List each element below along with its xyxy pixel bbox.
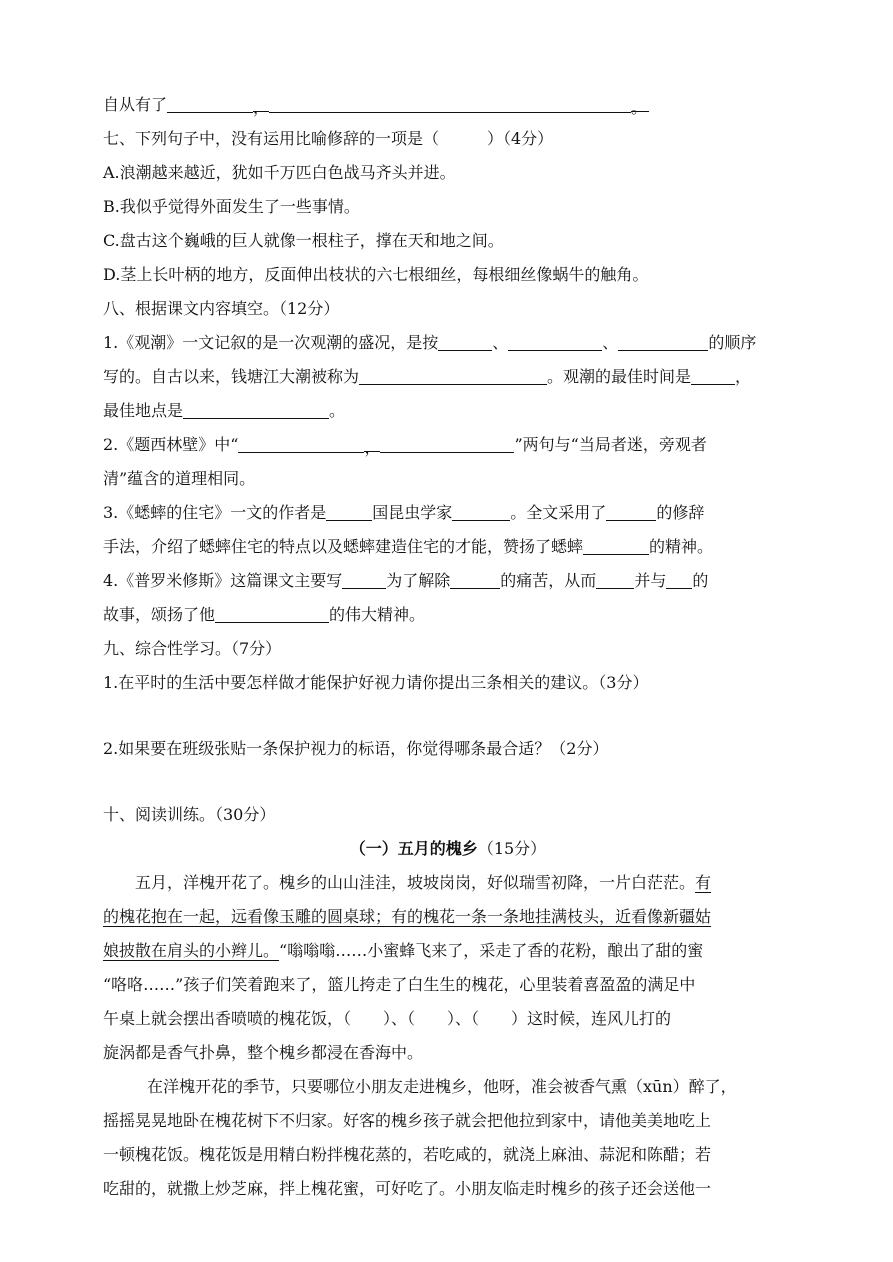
passage-p1-line4: “咯咯……”孩子们笑着跑来了，篮儿挎走了白生生的槐花，心里装着喜盈盈的满足中 (103, 975, 696, 994)
text: ， (253, 91, 269, 112)
passage-p2-line4: 吃甜的，就撒上炒芝麻，拌上槐花蜜，可好吃了。小朋友临走时槐乡的孩子还会送他一 (103, 1179, 712, 1198)
q8-2-line2: 清”蕴含的道理相同。 (103, 469, 256, 488)
text: 五月，洋槐开花了。槐乡的山山洼洼，坡坡岗岗，好似瑞雪初降，一片白茫茫。 (135, 873, 696, 892)
text: 并与 (634, 571, 667, 590)
answer-space[interactable] (103, 700, 793, 732)
answer-blank[interactable] (508, 330, 602, 351)
q8-4-line2 (103, 598, 793, 632)
q8-1-line3 (103, 394, 793, 428)
text: 故事，颂扬了他 (103, 605, 216, 624)
option-c: C.盘古这个巍峨的巨人就像一根柱子，撑在天和地之间。 (103, 231, 504, 250)
answer-blank[interactable] (215, 602, 329, 623)
q8-4-line1 (103, 564, 793, 598)
text: 3.《蟋蟀的住宅》一文的作者是 (103, 503, 327, 522)
option-a: A.浪潮越来越近，犹如千万匹白色战马齐头并进。 (103, 163, 456, 182)
q9-1: 1.在平时的生活中要怎样做才能保护好视力请你提出三条相关的建议。（3分） (103, 673, 649, 692)
answer-blank[interactable] (450, 568, 500, 589)
text: 。全文采用了 (510, 503, 607, 522)
text: 的痛苦，从而 (500, 571, 597, 590)
answer-blank[interactable] (238, 432, 364, 453)
answer-blank[interactable] (183, 398, 329, 419)
text: 自从有了 (103, 95, 168, 114)
reading-title-text: （一）五月的槐乡 (349, 839, 478, 858)
answer-blank[interactable] (380, 432, 514, 453)
question-7: 七、下列句子中，没有运用比喻修辞的一项是（ ）（4分） (103, 129, 554, 148)
q8-2-line1 (103, 428, 793, 462)
text: 为了解除 (386, 571, 451, 590)
answer-blank[interactable] (359, 364, 547, 385)
text: “嗡嗡嗡……小蜜蜂飞来了，采走了香的花粉，酿出了甜的蜜 (279, 941, 704, 960)
question-9: 九、综合性学习。（7分） (103, 639, 282, 658)
answer-space[interactable] (103, 766, 793, 798)
fill-line-1 (103, 88, 793, 122)
option-b: B.我似乎觉得外面发生了一些事情。 (103, 197, 360, 216)
text: 的 (692, 571, 709, 590)
answer-blank[interactable] (269, 92, 631, 113)
q8-3-line2 (103, 530, 793, 564)
text: 的伟大精神。 (329, 605, 426, 624)
text: 。 (631, 91, 649, 112)
answer-blank[interactable] (618, 330, 708, 351)
passage-p1-line6: 旋涡都是香气扑鼻，整个槐乡都浸在香海中。 (103, 1043, 424, 1062)
answer-blank[interactable] (326, 500, 372, 521)
text: 手法，介绍了蟋蟀住宅的特点以及蟋蟀建造住宅的才能，赞扬了蟋蟀 (103, 537, 584, 556)
passage-p1-line3 (103, 934, 793, 968)
text: 最佳地点是 (103, 401, 184, 420)
question-10: 十、阅读训练。（30分） (103, 805, 276, 824)
underlined-text: 有 (695, 873, 712, 892)
passage-p2-line2: 摇摇晃晃地卧在槐花树下不归家。好客的槐乡孩子就会把他拉到家中，请他美美地吃上 (103, 1111, 712, 1130)
q8-3-line1 (103, 496, 793, 530)
text: 2.《题西林壁》中“ (103, 435, 239, 454)
answer-blank[interactable] (691, 364, 735, 385)
underlined-text: 娘披散在肩头的小辫儿。 (103, 941, 280, 960)
answer-blank[interactable] (452, 500, 510, 521)
answer-blank[interactable] (438, 330, 492, 351)
passage-p1-line2: 的槐花抱在一起，远看像玉雕的圆桌球；有的槐花一条一条地挂满枝头，近看像新疆姑 (103, 907, 712, 926)
reading-title (103, 832, 793, 866)
text: ， (364, 431, 380, 452)
text: 、 (602, 333, 619, 352)
exam-page (103, 88, 793, 1206)
answer-blank[interactable] (167, 92, 253, 113)
passage-p2-line1: 在洋槐开花的季节，只要哪位小朋友走进槐乡，他呀，准会被香气熏（xūn）醉了， (147, 1077, 737, 1096)
text: 。观潮的最佳时间是 (547, 367, 692, 386)
text: 的顺序 (708, 333, 757, 352)
text: 的精神。 (649, 537, 714, 556)
answer-blank[interactable] (596, 568, 634, 589)
text: 。 (329, 401, 346, 420)
answer-blank[interactable] (342, 568, 386, 589)
q8-1-line1 (103, 326, 793, 360)
reading-score: （15分） (477, 839, 547, 858)
text: 的修辞 (656, 503, 705, 522)
passage-p1-line1 (103, 866, 793, 900)
text: 、 (492, 333, 509, 352)
answer-blank[interactable] (583, 534, 649, 555)
text: 4.《普罗米修斯》这篇课文主要写 (103, 571, 343, 590)
text: ， (735, 367, 752, 386)
option-d: D.茎上长叶柄的地方，反面伸出枝状的六七根细丝，每根细丝像蜗牛的触角。 (103, 265, 649, 284)
answer-blank[interactable] (606, 500, 656, 521)
q8-1-line2 (103, 360, 793, 394)
text: ”两句与“当局者迷，旁观者 (514, 435, 707, 454)
text: 写的。自古以来，钱塘江大潮被称为 (103, 367, 360, 386)
text: 1.《观潮》一文记叙的是一次观潮的盛况，是按 (103, 333, 439, 352)
answer-blank[interactable] (666, 568, 692, 589)
passage-p2-line3: 一顿槐花饭。槐花饭是用精白粉拌槐花蒸的，若吃咸的，就浇上麻油、蒜泥和陈醋；若 (103, 1145, 712, 1164)
q9-2: 2.如果要在班级张贴一条保护视力的标语，你觉得哪条最合适？（2分） (103, 739, 609, 758)
text: 国昆虫学家 (372, 503, 453, 522)
question-8: 八、根据课文内容填空。（12分） (103, 299, 340, 318)
passage-p1-line5: 午桌上就会摆出香喷喷的槐花饭，（ ）、（ ）、（ ）这时候，连风儿打的 (103, 1009, 672, 1028)
